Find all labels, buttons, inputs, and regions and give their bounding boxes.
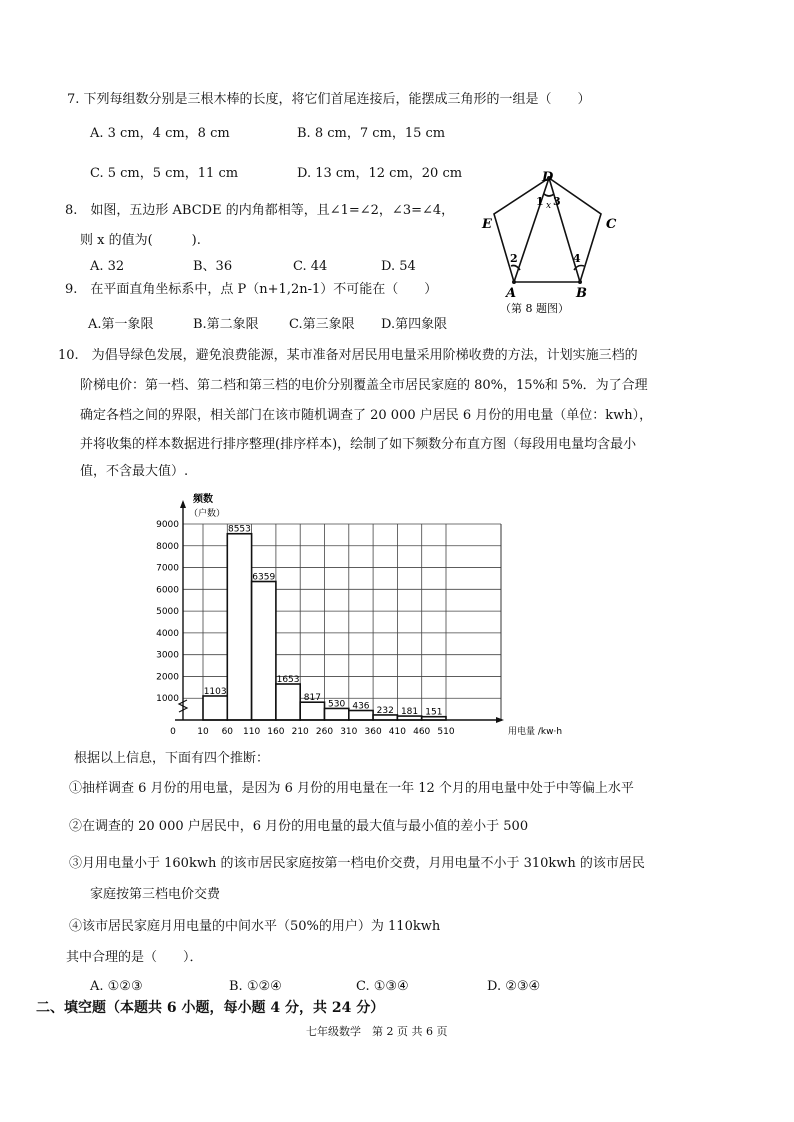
angle-1-label: 1 [536, 195, 544, 208]
q8-option-c: C. 44 [293, 259, 328, 274]
pentagon-outline [494, 178, 601, 282]
histogram-bar [325, 708, 349, 720]
q10-statement-3: ③月用电量小于 160kwh 的该市居民家庭按第一档电价交费，月用电量不小于 310kwh 的该市居民 [69, 856, 645, 871]
q10-option-b: B. ①②④ [229, 979, 282, 994]
q10-option-c: C. ①③④ [356, 979, 409, 994]
y-tick-label: 1000 [156, 694, 179, 705]
angle-4-label: 4 [573, 252, 581, 265]
q10-statement-2: ②在调查的 20 000 户居民中，6 月份的用电量的最大值与最小值的差小于 500 [69, 819, 529, 834]
q8-option-a: A. 32 [90, 259, 125, 274]
q10-line-1: 10. 为倡导绿色发展，避免浪费能源，某市准备对居民用电量采用阶梯收费的方法，计划实施三档的 [58, 348, 638, 363]
histogram-bar [276, 684, 300, 720]
histogram-bar [203, 696, 227, 720]
section-2-title: 二、填空题（本题共 6 小题，每小题 4 分，共 24 分） [36, 1000, 385, 1016]
vertex-b: B [576, 286, 587, 301]
q9-option-d: D.第四象限 [381, 317, 448, 332]
q8-stem: 8. 如图，五边形 ABCDE 的内角都相等，且∠1=∠2，∠3=∠4， [65, 203, 455, 218]
q10-option-d: D. ②③④ [487, 979, 541, 994]
q8-stem-2: 则 x 的值为( ). [80, 233, 201, 248]
vertex-a: A [506, 286, 517, 301]
y-tick-label: 6000 [156, 585, 179, 596]
bar-value-label: 530 [328, 699, 346, 710]
q10-option-a: A. ①②③ [90, 979, 143, 994]
x-tick-label: 360 [364, 727, 382, 737]
x-tick-label: 410 [388, 727, 406, 737]
x-axis-arrow [496, 717, 504, 723]
bar-value-label: 6359 [252, 572, 276, 583]
angle-x-label: x [546, 201, 552, 211]
q10-line-3: 确定各档之间的界限，相关部门在该市随机调查了 20 000 户居民 6 月份的用电量（单位：kwh）， [80, 408, 653, 423]
q9-option-b: B.第二象限 [193, 317, 259, 332]
histogram-bar [227, 534, 251, 720]
y-tick-label: 2000 [156, 672, 179, 683]
q9-option-a: A.第一象限 [88, 317, 154, 332]
x-tick-label: 110 [243, 727, 261, 737]
diagonal-da [514, 178, 552, 282]
y-axis-title: 频数 [193, 494, 213, 505]
y-tick-label: 8000 [156, 541, 179, 552]
y-axis-arrow [180, 500, 186, 508]
histogram-bar [349, 711, 373, 720]
vertex-d: D [542, 170, 554, 185]
histogram-chart [150, 482, 570, 744]
x-tick-label: 260 [315, 727, 334, 737]
q10-line-4: 并将收集的样本数据进行排序整理(排序样本)，绘制了如下频数分布直方图（每段用电量均含最小 [80, 437, 637, 452]
q10-question: 其中合理的是（ ）． [66, 950, 203, 965]
q8-option-d: D. 54 [381, 259, 416, 274]
x-tick-label: 10 [197, 727, 209, 737]
bar-value-label: 151 [425, 707, 443, 718]
vertex-e: E [482, 217, 492, 232]
x-tick-label: 510 [437, 727, 455, 737]
x-axis-title: 用电量 /kw·h [508, 727, 563, 737]
q10-statement-3-cont: 家庭按第三档电价交费 [90, 887, 221, 902]
q10-intro: 根据以上信息，下面有四个推断： [74, 751, 270, 766]
bar-value-label: 1103 [203, 686, 227, 697]
y-axis-subtitle: （户数） [189, 509, 226, 519]
q9-option-c: C.第三象限 [289, 317, 355, 332]
q10-statement-1: ①抽样调查 6 月份的用电量，是因为 6 月份的用电量在一年 12 个月的用电量中处于中等偏上水平 [69, 781, 634, 796]
q9-stem: 9. 在平面直角坐标系中，点 P（n+1,2n-1）不可能在（ ） [65, 282, 438, 297]
y-tick-label: 3000 [156, 650, 179, 661]
angle-3-label: 3 [553, 195, 561, 208]
q10-statement-4: ④该市居民家庭月用电量的中间水平（50%的用户）为 110kwh [69, 919, 441, 934]
axis-break [179, 700, 187, 712]
x-origin-label: 0 [170, 727, 176, 737]
angle-2-label: 2 [510, 252, 518, 265]
y-tick-label: 4000 [156, 628, 179, 639]
figure-caption: （第 8 题图） [500, 302, 569, 315]
bar-value-label: 232 [376, 705, 394, 716]
bar-value-label: 181 [400, 707, 419, 718]
x-tick-label: 460 [413, 727, 431, 737]
q7-option-d: D. 13 cm，12 cm，20 cm [297, 166, 463, 181]
bar-value-label: 8553 [227, 524, 251, 535]
histogram-bar [300, 702, 324, 720]
q7-option-c: C. 5 cm，5 cm，11 cm [90, 166, 239, 181]
q7-option-b: B. 8 cm，7 cm，15 cm [297, 126, 446, 141]
q8-option-b: B、36 [193, 259, 233, 274]
pentagon-figure [478, 164, 628, 320]
x-tick-label: 210 [291, 727, 309, 737]
q7-stem: 7. 下列每组数分别是三根木棒的长度，将它们首尾连接后，能摆成三角形的一组是（ ） [67, 92, 591, 107]
x-tick-label: 60 [221, 727, 234, 737]
x-tick-label: 310 [340, 727, 358, 737]
bar-value-label: 1653 [276, 675, 300, 686]
x-tick-label: 160 [267, 727, 285, 737]
histogram-bar [252, 582, 276, 720]
q7-option-a: A. 3 cm，4 cm，8 cm [90, 126, 230, 141]
bar-value-label: 436 [352, 701, 370, 712]
vertex-c: C [606, 217, 617, 232]
bar-value-label: 817 [303, 693, 321, 704]
q10-line-2: 阶梯电价：第一档、第二档和第三档的电价分别覆盖全市居民家庭的 80%，15%和 5%．为了合理 [80, 378, 648, 393]
q10-line-5: 值，不含最大值）. [80, 464, 189, 479]
y-tick-label: 5000 [156, 607, 179, 618]
page-footer: 七年级数学 第 2 页 共 6 页 [306, 1025, 448, 1038]
y-tick-label: 7000 [156, 563, 179, 574]
y-tick-label: 9000 [156, 520, 179, 530]
